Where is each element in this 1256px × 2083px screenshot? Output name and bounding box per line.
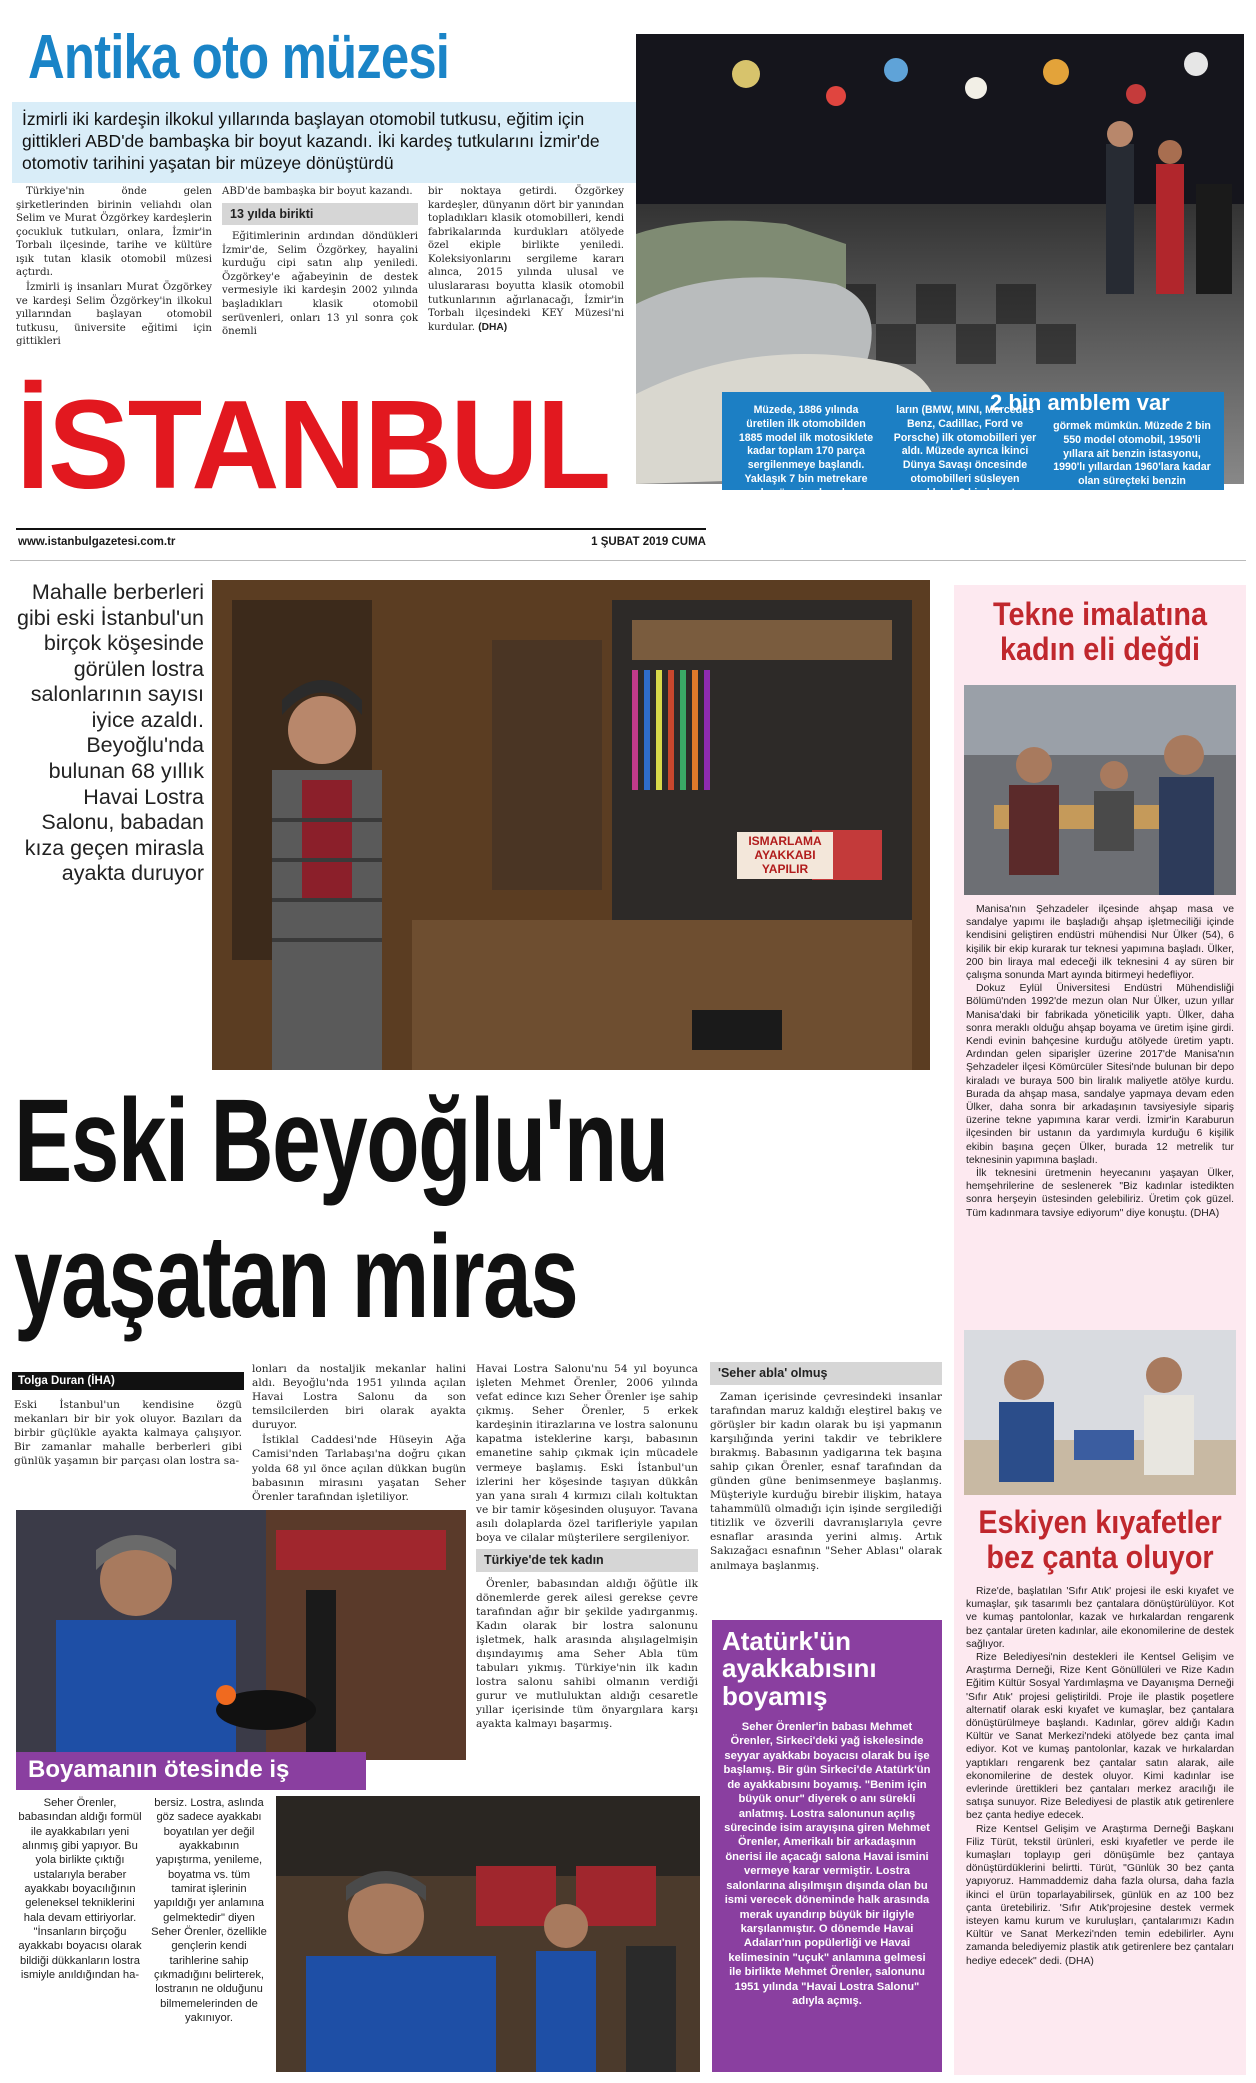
right-column — [954, 585, 1246, 2075]
main-col3-para: Havai Lostra Salonu'nu 54 yıl boyunca işleten Mehmet Örenler, 2006 yılında vefat edince kızı Seher Örenler işe sahip çıkmış. Seher Örenler, 5 erkek kardeşinin itirazlarına ve lostra salonunu kapatma isteklerine karşı, babasının emanetine sahip çıkmak için mücadele vermeye başlamış. Eski İstanbul'un izlerini her köşesinde taşıyan dükkân yan yana sıralı 4 kırmızı cilalı koltuktan ve bir tamir köşesinden oluşuyor. Tavana asılı dolaplarda özel tarifleriyle yapılan boya ve cilalar müşterilere sergileniyor. — [476, 1363, 698, 1544]
ataturk-text: Seher Örenler'in babası Mehmet Örenler, Sirkeci'deki yağ iskelesinde seyyar ayakkabı boyacısı olarak bu işe başlamış. Bir gün Sirkeci'de Atatürk'ün de ayakkabısını boyamış. "Benim için büyük onur" diyerek o anı sürekli anlatmış. Lostra salonunun açılış sürecinde isim arayışına giren Mehmet Örenler, Amerikalı bir arkadaşının önerisi ile açacağı salona Havai ismini vermeye karar vermiştir. Lostra salonlarına alışılmışın dışında olan bu ismi verecek döneminde halk arasında merak uyandırıp büyük bir ilgiyle karşılanmıştır. O dönemde Havai Adaları'nın popülerliği ve Havai kelimesinin "uçuk" anlamına gelmesi ile birlikte Mehmet Örenler, salonunu 1951 yılında "Havai Lostra Salonu" adıyla açmış. — [723, 1720, 931, 2008]
masthead-rule — [16, 528, 706, 530]
lostra-salon-illustration — [212, 580, 930, 1070]
main-col2-para-2: İstiklal Caddesi'nde Hüseyin Ağa Camisi'nden Tarlabaşı'na doğru çıkan yolda 68 yıl önce açılan dükkan bugün babasının mirasını yaşatan Seher Örenler tarafından işletiliyor. — [252, 1434, 466, 1503]
boya-column-2 — [150, 1796, 268, 2026]
story2-title: Eskiyen kıyafetler bez çanta oluyor — [978, 1504, 1222, 1575]
byline: Tolga Duran (İHA) — [12, 1372, 244, 1390]
top-story-title: Antika oto müzesi — [28, 23, 450, 92]
main-column-3 — [476, 1362, 698, 1733]
shoeshine-illustration-1 — [16, 1510, 466, 1760]
main-col4-para: Zaman içerisinde çevresindeki insanlar tarafından maruz kaldığı eleştirel bakış ve görüşler bir kadın olarak bu işi yapmanın karşılığında yerini takdir ve tebriklere bırakmış. Babasının yadigarına tek başına sahip çıkan Örenler, esnaf tarafından da günden güne benimsenmeye başlanmış. Müşteriyle kurduğu birebir ilişkim, hataya tahammülü olmadığı için işinde sergilediği titizlik ve özverili davranışlarıyla çevre esnaflar arasında yerini almış. Artık Sakızağacı esnafının "Seher Ablası" olarak anılmaya başlanmış. — [710, 1390, 942, 1572]
top-col3-para: bir noktaya getirdi. Özgörkey kardeşler, dünyanın dört bir yanından topladıkları klasik otomobilleri, kendi fabrikalarında kurdukları atölyede özel ekiple birlikte yeniledi. Koleksiyonlarını sergileme kararı alınca, 2015 yılında ulusal ve uluslararası boyutta klasik otomobil tutkunlarının ağırlanacağı, İzmir'in Torbalı ilçesindeki KEY Müzesi'ni kurdular. — [428, 186, 624, 333]
top-col2-start: ABD'de bambaşka bir boyut kazandı. — [222, 186, 413, 197]
main-headline-line-1: Eski Beyoğlu'nu — [14, 1075, 668, 1207]
museum-caption-title: 2 bin amblem var — [990, 390, 1170, 415]
main-col1-para: Eski İstanbul'un kendisine özgü mekanları bir bir yok oluyor. Bazıları da birbir güçlükle ayakta kalmaya çalışıyor. Bir zamanlar mahalle berberleri gibi günlük yaşamın bir parçası olan lostra sa- — [14, 1399, 242, 1468]
story1-title-wrap — [964, 597, 1236, 666]
boya-section-title: Boyamanın ötesinde iş — [16, 1752, 366, 1790]
caption-col-2: ların (BMW, MINI, Mercedes Benz, Cadillac, Ford ve Porsche) ilk otomobilleri yer aldı. Müzede ayrıca İkinci Dünya Savaşı öncesinde otomobilleri süsleyen yaklaşık 2 bin kaput amblemini de — [893, 404, 1037, 513]
caption-col-3: görmek mümkün. Müzede 2 bin 550 model otomobil, 1950'li yıllara ait benzin istasyonu, 1990'lı yıllardan 1960'lara kadar olan süreçteki benzin pompaları ve otomobil temalı eşarplar yer alıyor. — [1053, 420, 1211, 515]
shoeshine-photo-1 — [16, 1510, 466, 1760]
canta-illustration — [964, 1330, 1236, 1495]
top-story-column-3 — [428, 185, 624, 335]
top-col3-credit: (DHA) — [478, 321, 508, 333]
ataturk-title: Atatürk'ün ayakkabısını boyamış — [722, 1626, 877, 1711]
top-col1-para-1: Türkiye'nin önde gelen şirketlerinden birinin veliahdı olan Selim ve Murat Özgörkey kardeşlerin çocukluk tutkuları, onlara, İzmir'in Torbalı ilçesinde, tarihe ve kültüre ışık tutan klasik otomobil müzesi açtırdı. — [16, 186, 212, 279]
shop-sign: ISMARLAMA AYAKKABI YAPILIR — [737, 832, 833, 879]
story1-para-3: İlk teknesini üretmenin heyecanını yaşayan Ülker, hemşehrilerine de seslenerek "Biz kadınlar istedikten sonra herşeyin üstesinden gelebiliriz. Üretim çok güzel. Tüm kadınmara tavsiye ediyorum" diye konuştu. (DHA) — [966, 1168, 1234, 1219]
caption-col-1: Müzede, 1886 yılında üretilen ilk otomobilden 1885 model ilk motosiklete kadar toplam 170 parça sergilenmeye başlandı. Yaklaşık 7 bin metrekare alan üzerine kurulan müzedeki koleksiyonda, bazı marka- — [738, 404, 874, 527]
top-story-lead: İzmirli iki kardeşin ilkokul yıllarında başlayan otomobil tutkusu, eğitim için gittikleri ABD'de bambaşka bir boyut kazandı. İki kardeş tutkularını İzmir'de otomotiv tarihini yaşatan bir müzeye dönüştürdü — [12, 102, 642, 183]
main-column-4 — [710, 1362, 942, 1574]
top-col1-para-2: İzmirli iş insanları Murat Özgörkey ve kardeşi Selim Özgörkey'in ilkokul yıllarından başlayan otomobil tutkusu, üniversite eğitimi için gittikleri — [16, 281, 212, 348]
story1-para-1: Manisa'nın Şehzadeler ilçesinde ahşap masa ve sandalye yapımı ile başladığı ahşap işletmeciliği içinde kendisini geliştiren endüstri mühendisi Nur Ülker (54), 6 kişilik bir ekip kurarak tur teknesi yapımına başladı. Ülker, 200 bin liraya mal edeceği ilk teknesini 4 ay süren bir çalışma sonunda Mart ayında bitirmeyi hedefliyor. — [966, 904, 1234, 982]
main-col3-para-2: Örenler, babasından aldığı öğütle ilk dönemlerde gerek ailesi gerekse çevre tarafından ağır bir şekilde yadırganmış. Kadın olarak bir lostra salonunu işletmek, halk arasında alışılagelmişin dışındayımış ama Seher Abla tüm tabuları yıkmış. Türkiye'nin ilk kadın lostra salonu sahibi olmanın verdiği gurur ve mutluluktan aldığı cesaretle yıllar içerisinde tüm önyargılara karşı ayakta kalmayı başarmış. — [476, 1577, 698, 1731]
top-col2-para: Eğitimlerinin ardından döndükleri İzmir'de, Selim Özgörkey, hayalini kurduğu cipi satın alıp yeniledi. Özgörkey'e ağabeyinin de destek vermesiyle iki kardeşin 2002 yılında başladıkları klasik otomobil serüvenleri, onları 13 yıl sonra çok önemli — [222, 231, 418, 338]
top-story-column-2 — [222, 185, 418, 340]
main-column-2 — [252, 1362, 466, 1505]
story1-text — [966, 903, 1234, 1220]
tekne-illustration — [964, 685, 1236, 895]
main-col4-subhead: 'Seher abla' olmuş — [710, 1362, 942, 1385]
story2-title-wrap — [964, 1505, 1236, 1574]
main-col3-subhead: Türkiye'de tek kadın — [476, 1549, 698, 1572]
tekne-photo — [964, 685, 1236, 895]
main-headline-line-2: yaşatan miras — [14, 1211, 578, 1343]
top-col2-subhead: 13 yılda birikti — [222, 203, 418, 226]
top-divider — [10, 560, 1246, 561]
main-col2-para-1: lonları da nostaljik mekanlar halini aldı. Beyoğlu'nda 1951 yılında açılan Havai Lostra Salonu da son temsilcilerden biri olarak ayakta duruyor. — [252, 1363, 466, 1432]
masthead-url: www.istanbulgazetesi.com.tr — [18, 536, 176, 548]
story1-para-2: Dokuz Eylül Üniversitesi Endüstri Mühendisliği Bölümü'nden 1992'de mezun olan Nur Ülker, uzun yıllar Manisa'daki bir fabrikada yöneticilik yaptı. Ülker, daha sonra meraklı olduğu ahşap boyama ve üretim işine girdi. Kendi evinin bahçesine kurduğu atölyede üretim yaptı. Ardından gelen siparişler üzerine 2017'de Manisa'nın Şehzadeler ilçesi Kömürcüler Sitesi'nde bulunan bir depo kiraladı ve buraya 500 bin liralık maliyetle atölye kurdu. Burada da ahşap masa, sandalye yapmaya devam eden Ülker, daha sonra bir arkadaşının tavsiyesiyle sipariş üzerine tekne yapımına karar verdi. İzmir'in Karaburun ilçesinden bir ustanın da yardımıyla kurduğu 6 kişilik ekibin başına geçen Ülker, burada 12 metrelik tur teknesinin yapımına başladı. — [966, 983, 1234, 1166]
top-story-column-1 — [16, 185, 212, 350]
story2-para-3: Rize Kentsel Gelişim ve Araştırma Derneği Başkanı Filiz Türüt, tekstil ürünleri, eski kıyafetler ve perde ile kumaşları toplayıp geri dönüşümle bez çantaya dönüştürdüklerini belirtti. Türüt, "Günlük 30 bez çanta yapıyoruz. Hammaddemiz daha fazla olursa, daha fazla ikinci el ürün toparlayabilirsek, günlük en az 100 bez çanta üretebiliriz. 'Sıfır Atık'projesine destek vermek isteyen kamu kurum ve kuruluşları, çantalarımızı Kadın Kültür ve Sanat Merkezi'nden temin edebilirler. Aynı zamanda belediyemiz plastik atık getirenlere bez çantaları hediye edecek" dedi. (DHA) — [966, 1823, 1234, 1967]
masthead-date: 1 ŞUBAT 2019 CUMA — [591, 536, 706, 548]
story2-text — [966, 1585, 1234, 1968]
shoeshine-photo-2 — [276, 1796, 700, 2072]
shoeshine-illustration-2 — [276, 1796, 700, 2072]
main-story-lead: Mahalle berberleri gibi eski İstanbul'un birçok köşesinde görülen lostra salonlarının sayısı iyice azaldı. Beyoğlu'nda bulunan 68 yıllık Havai Lostra Salonu, babadan kıza geçen mirasla ayakta duruyor — [17, 580, 204, 886]
boya-col1-para: Seher Örenler, babasından aldığı formül ile ayakkabıları yeni alınmış gibi yapıyor. Bu yola birlikte çıktığı ustalarıyla beraber ayakkabı boyacılığının geleneksel tekniklerini hala devam ettiriyorlar. "İnsanların birçoğu ayakkabı boyacısı olarak bildiği dükkanların lostra ismiyle anıldığından ha- — [18, 1797, 142, 1981]
main-column-1 — [14, 1398, 242, 1469]
boya-col2-para: bersiz. Lostra, aslında göz sadece ayakkabı boyatılan yer değil ayakkabının yapıştırma, yenileme, boyatma vs. tüm tamirat işlerinin yapıldığı yer anlamına gelmektedir" diyen Seher Örenler, özellikle gençlerin kendi tarihlerine sahip çıkmadığını belirterek, lostranın ne olduğunu bilmemelerinden de yakınıyor. — [151, 1797, 267, 2024]
lostra-salon-photo — [212, 580, 930, 1070]
ataturk-box — [712, 1620, 942, 2072]
story1-title: Tekne imalatına kadın eli değdi — [993, 596, 1207, 667]
story2-para-2: Rize Belediyesi'nin destekleri ile Kentsel Gelişim ve Araştırma Derneği, Rize Kent Gönüllüleri ve Rize Kadın Eğitim Kültür Sosyal Yardımlaşma ve Dayanışma Derneği 'Sıfır Atık' projesi geliştirildi. Proje ile plastik poşetlere alternatif olarak eski kıyafet ve kumaşlar, bez çantalara dönüştürülmeye başlandı. Kadınlar, görev aldığı Kadın Kültür ve Sanat Merkezi'ndeki atölyede bez çanta imal ediyor. Kot ve kumaş pantolonlar, kazak ve hırkalardan yaptıkları rengarenk bez çantalar satın alarak, aile ekonomilerine de destek oluyor. Kimi kadınlar ise evlerinde ürettikleri bez çantaları merkez aracılığı ile satışa sunuyor. Rize Belediyesi de plastik atık getirenlere bez çanta hediye edecek. — [966, 1652, 1234, 1822]
canta-photo — [964, 1330, 1236, 1495]
story2-para-1: Rize'de, başlatılan 'Sıfır Atık' projesi ile eski kıyafet ve kumaşlar, şık tasarımlı bez çantalara dönüştürülüyor. Kot ve kumaş pantolonlar, kazak ve hırkalardan rengarenk bez çantalar üreten kadınlar, aile ekonomilerine de destek sağlıyor. — [966, 1586, 1234, 1650]
boya-column-1 — [16, 1796, 144, 1983]
masthead-logo: İSTANBUL — [16, 374, 610, 515]
